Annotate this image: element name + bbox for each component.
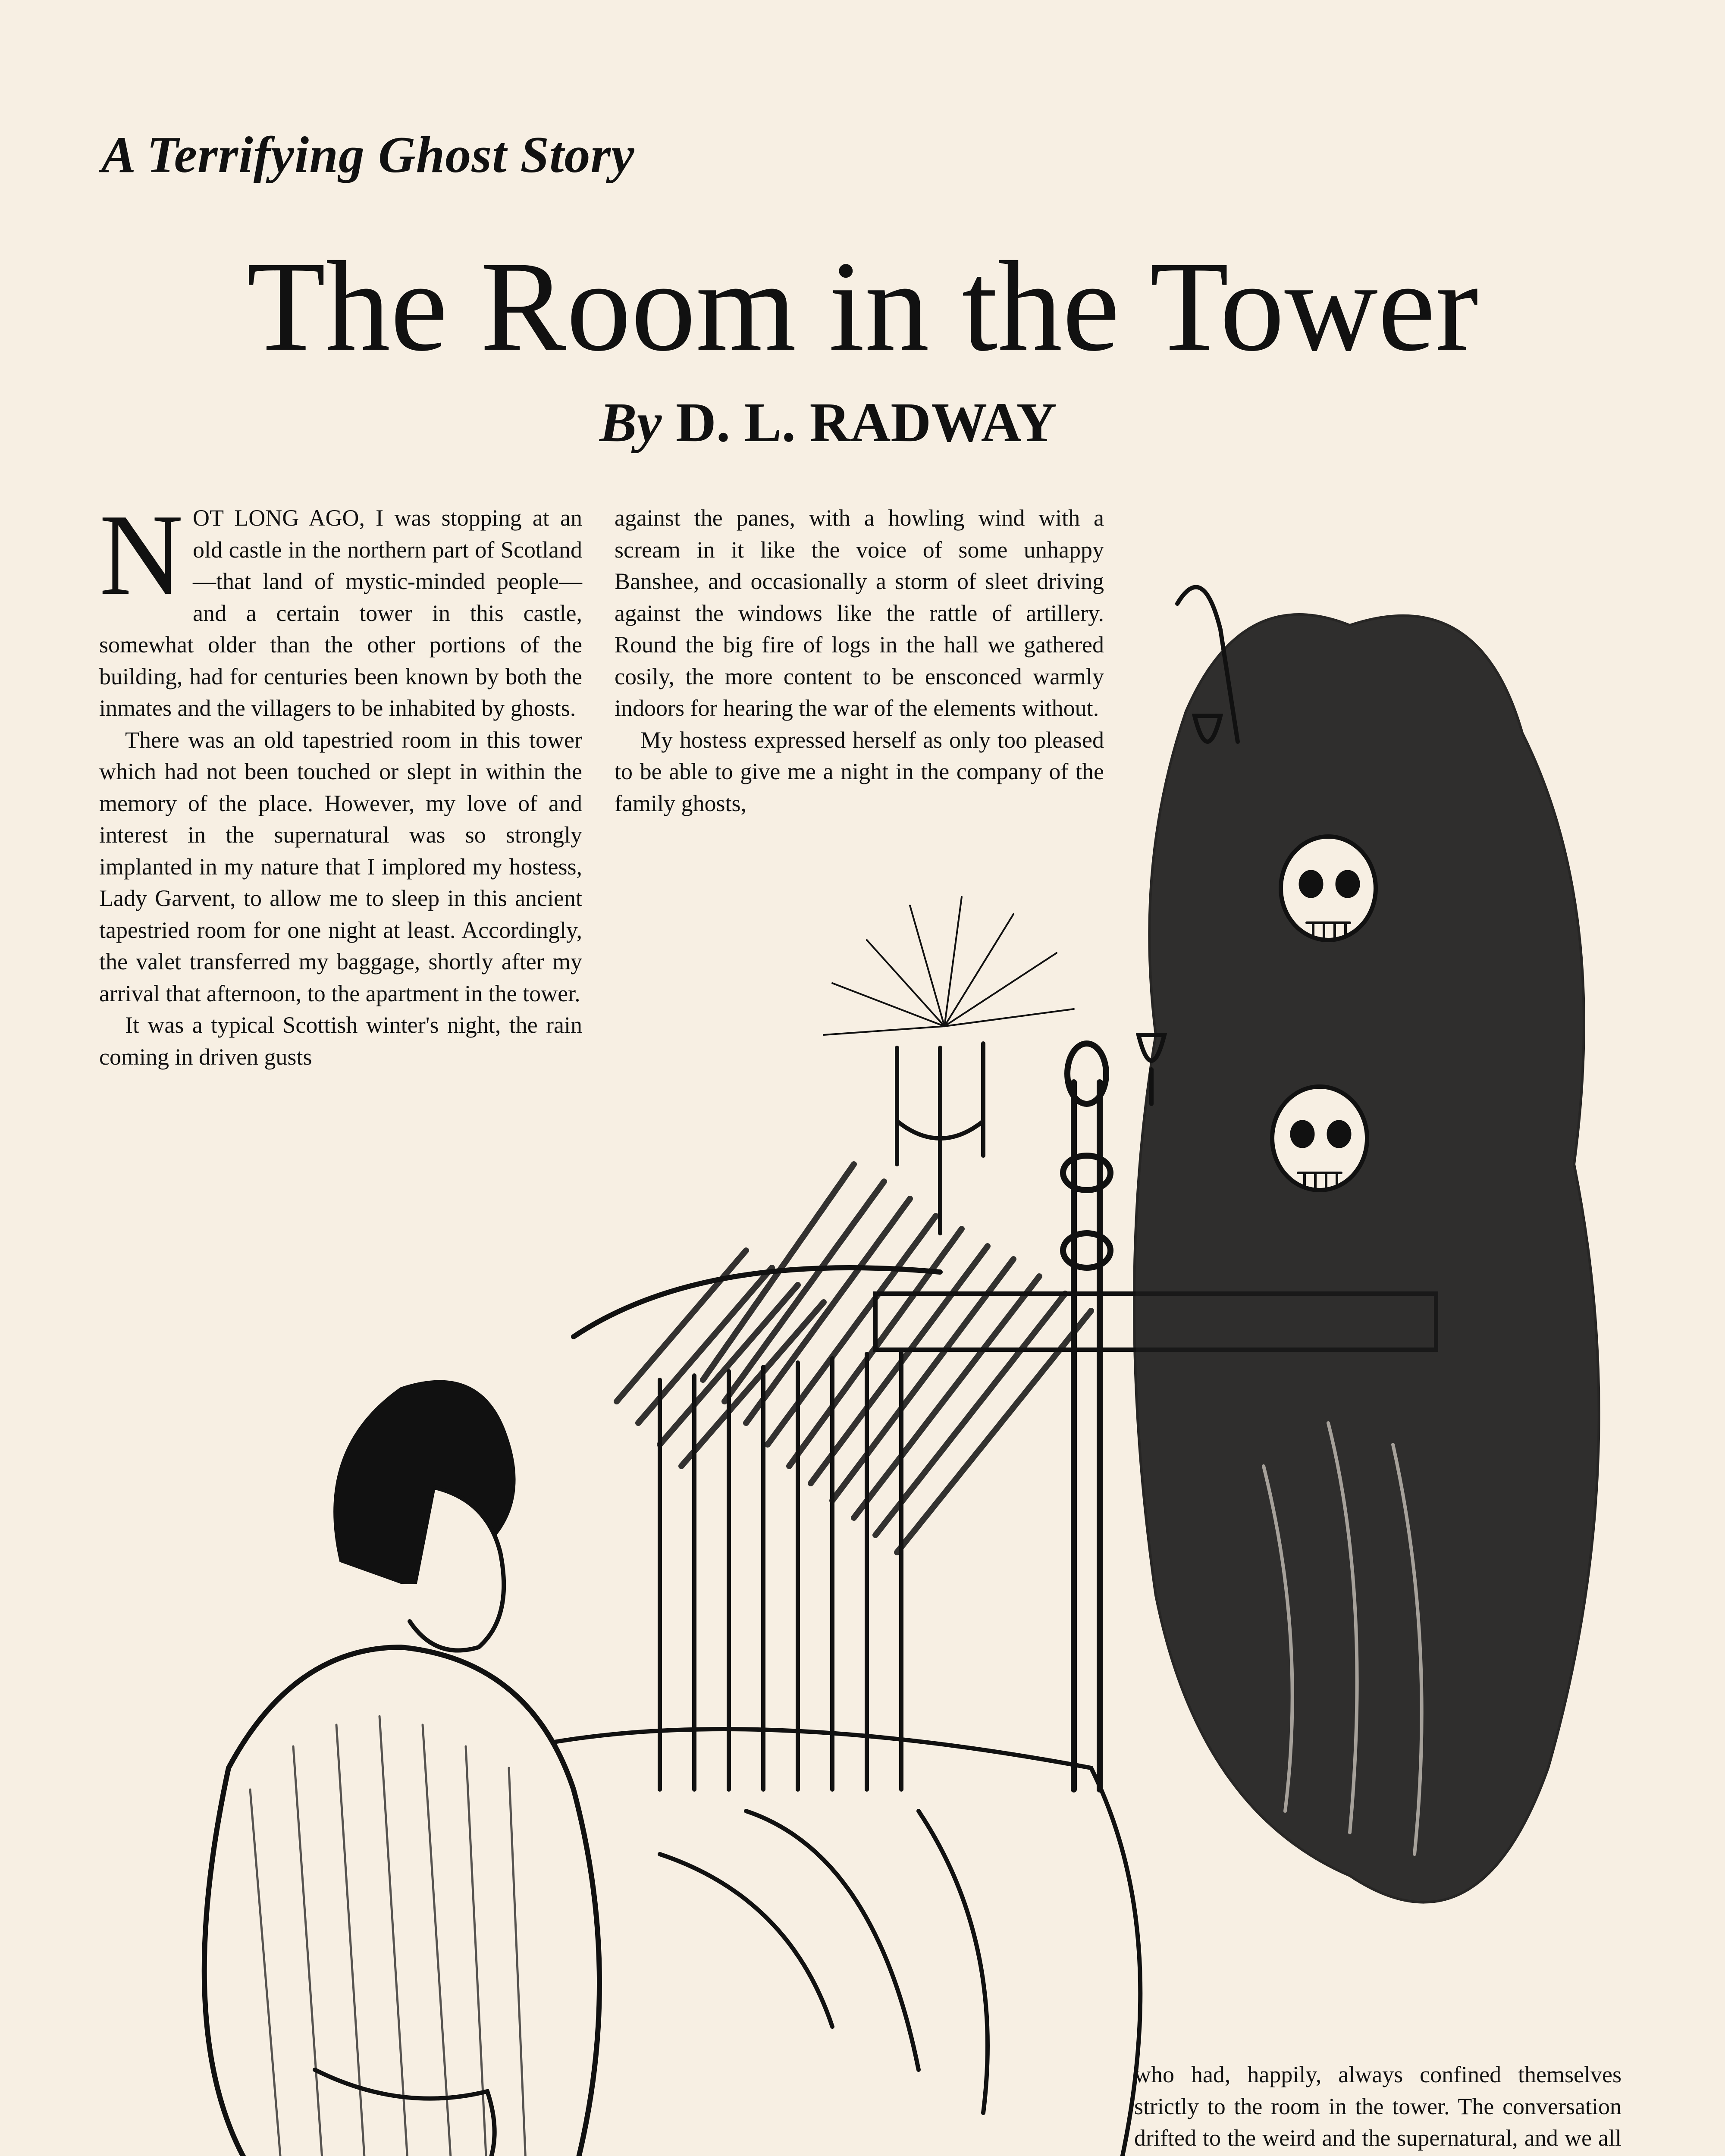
skull-upper bbox=[1281, 837, 1376, 940]
candelabra-glow bbox=[824, 897, 1074, 1035]
text-column-1 bbox=[99, 490, 582, 1073]
drop-cap: N bbox=[99, 490, 183, 619]
paragraph-text: OT LONG AGO, I was stopping at an old castle in the northern part of Scotland—that land of mystic-minded people—and a certain tower in this castle, somewhat older than the other portions of the building, had for centuries been known by both the inmates and the villagers to be inhabited by ghosts. bbox=[99, 505, 582, 721]
bedpost bbox=[1063, 1044, 1110, 1789]
byline-author: D. L. RADWAY bbox=[675, 392, 1057, 454]
text-column-3 bbox=[1134, 2059, 1622, 2156]
seated-man bbox=[204, 1382, 599, 2156]
story-title: The Room in the Tower bbox=[246, 235, 1479, 378]
story-paragraph: against the panes, with a howling wind with a scream in it like the voice of some unhappy Banshee, and occasionally a storm of sleet driving against the windows like the rattle of artillery. Round the big fire of logs in the hall we gathered cosily, the more content to be ensconced warmly indoors for hearing the war of the elements without. bbox=[615, 505, 1104, 721]
story-paragraph bbox=[99, 490, 582, 724]
ghost-figures bbox=[1134, 587, 1599, 1902]
byline-by: By bbox=[599, 392, 662, 454]
text-column-2 bbox=[615, 502, 1104, 819]
skull-lower bbox=[1272, 1087, 1367, 1190]
story-paragraph: who had, happily, always confined themselves strictly to the room in the tower. The conversation drifted to the weird and the supernatural, and we all bbox=[1134, 2062, 1622, 2151]
story-paragraph: There was an old tapestried room in this tower which had not been touched or slept in within the memory of the place. However, my love of and interest in the supernatural was so strongly implanted in my nature that I implored my hostess, Lady Garvent, to allow me to sleep in this ancient tapestried room for one night at least. Accordingly, the valet transferred my baggage, shortly after my arrival that afternoon, to the apartment in the tower. bbox=[99, 727, 582, 1006]
bed-sheets bbox=[509, 1729, 1140, 2156]
story-kicker: A Terrifying Ghost Story bbox=[101, 126, 635, 183]
story-paragraph: My hostess expressed herself as only too pleased to be able to give me a night in the company of the family ghosts, bbox=[615, 727, 1104, 816]
story-paragraph: It was a typical Scottish winter's night, the rain coming in driven gusts bbox=[99, 1012, 582, 1070]
candelabra bbox=[897, 1044, 983, 1233]
room-wall-hatching bbox=[617, 1164, 1091, 1552]
byline bbox=[599, 390, 1160, 455]
